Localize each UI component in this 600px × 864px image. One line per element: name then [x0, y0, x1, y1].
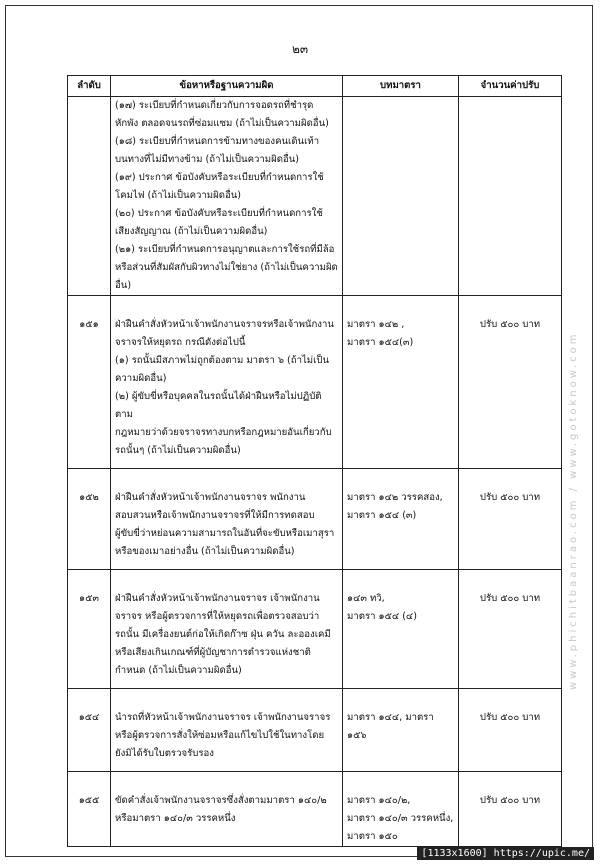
list-item: เสียงสัญญาณ (ถ้าไม่เป็นความผิดอื่น) — [115, 226, 268, 237]
cell-offense: นำรถที่หัวหน้าเจ้าพนักงานจราจร เจ้าพนักงานจราจร หรือผู้ตรวจการสั่งให้ซ่อมหรือแก้ไขไปใช้ในทางโดย ยังมิได้รับใบตรวจรับรอง — [111, 689, 343, 772]
cell-num — [68, 97, 111, 296]
header-offense: ข้อหาหรือฐานความผิด — [111, 76, 343, 97]
list-item: โคมไฟ (ถ้าไม่เป็นความผิดอื่น) — [115, 190, 242, 201]
cell-num: ๑๕๒ — [68, 469, 111, 570]
header-order: ลำดับ — [68, 76, 111, 97]
table-row — [68, 689, 562, 772]
cell-offense: ฝ่าฝืนคำสั่งหัวหน้าเจ้าพนักงานจราจรหรือเจ้าพนักงาน จราจรให้หยุดรถ กรณีดังต่อไปนี้ (๑) รถนั้นมีสภาพไม่ถูกต้องตาม มาตรา ๖ (ถ้าไม่เป็น ความผิดอื่น) (๒) ผู้ขับขี่หรือบุคคลในรถนั้นได้ฝ่าฝืนหรือไม่ปฏิบัติตาม กฎหมายว่าด้วยจราจรทางบกหรือกฎหมายอันเกี่ยวกับ รถนั้นๆ (ถ้าไม่เป็นความผิดอื่น) — [111, 296, 343, 469]
table-row — [68, 570, 562, 689]
list-item: บนทางที่ไม่มีทางข้าม (ถ้าไม่เป็นความผิดอื่น) — [115, 154, 300, 165]
cell-section: มาตรา ๑๔๒ วรรคสอง, มาตรา ๑๕๔ (๓) — [343, 469, 459, 570]
list-item: (๑๗) ระเบียบที่กำหนดเกี่ยวกับการจอดรถที่ชำรุด — [115, 100, 314, 111]
list-item: (๑๘) ระเบียบที่กำหนดการข้ามทางของคนเดินเท้า — [115, 136, 320, 147]
cell-offense — [111, 97, 343, 296]
list-item: อื่น) — [115, 280, 132, 291]
cell-fine: ปรับ ๕๐๐ บาท — [459, 296, 562, 469]
page-number: ๒๓ — [291, 42, 309, 56]
cell-num: ๑๕๑ — [68, 296, 111, 469]
cell-offense: ฝ่าฝืนคำสั่งหัวหน้าเจ้าพนักงานจราจร เจ้าพนักงาน จราจร หรือผู้ตรวจการที่ให้หยุดรถเพื่อตรวจสอบว่า รถนั้น มีเครื่องยนต์ก่อให้เกิดก๊าซ ฝุ่น ควัน ละอองเคมี หรือเสียงเกินเกณฑ์ที่ผู้บัญชาการตำรวจแห่งชาติ กำหนด (ถ้าไม่เป็นความผิดอื่น) — [111, 570, 343, 689]
continuation-list — [115, 97, 338, 295]
list-item: (๒๑) ระเบียบที่กำหนดการอนุญาตและการใช้รถที่มีล้อ — [115, 244, 335, 255]
cell-num: ๑๕๓ — [68, 570, 111, 689]
table-row — [68, 296, 562, 469]
cell-fine — [459, 97, 562, 296]
list-item: (๒๐) ประกาศ ข้อบังคับหรือระเบียบที่กำหนดการใช้ — [115, 208, 323, 219]
header-fine: จำนวนค่าปรับ — [459, 76, 562, 97]
list-item: หรือส่วนที่สัมผัสกับผิวทางไม่ใช่ยาง (ถ้าไม่เป็นความผิด — [115, 262, 338, 273]
cell-section: มาตรา ๑๔๐/๒, มาตรา ๑๔๐/๓ วรรคหนึ่ง, มาตรา ๑๕๐ — [343, 772, 459, 847]
cell-offense: ฝ่าฝืนคำสั่งหัวหน้าเจ้าพนักงานจราจร พนักงาน สอบสวนหรือเจ้าพนักงานจราจรที่ให้มีการทดสอบ ผู้ขับขี่ว่าหย่อนความสามารถในอันที่จะขับหรือเมาสุรา หรือของเมาอย่างอื่น (ถ้าไม่เป็นความผิดอื่น) — [111, 469, 343, 570]
table-row-continuation — [68, 97, 562, 296]
fines-table — [67, 75, 562, 847]
list-item: (๑๙) ประกาศ ข้อบังคับหรือระเบียบที่กำหนดการใช้ — [115, 172, 324, 183]
watermark-text: www.phichitbaanrao.com / www.gotoknow.com — [568, 331, 579, 690]
cell-fine: ปรับ ๕๐๐ บาท — [459, 469, 562, 570]
cell-offense: ขัดคำสั่งเจ้าพนักงานจราจรซึ่งสั่งตามมาตรา ๑๔๐/๒ หรือมาตรา ๑๔๐/๓ วรรคหนึ่ง — [111, 772, 343, 847]
list-item: หักพัง ตลอดจนรถที่ซ่อมแซม (ถ้าไม่เป็นความผิดอื่น) — [115, 118, 329, 129]
table-row — [68, 469, 562, 570]
header-section: บทมาตรา — [343, 76, 459, 97]
cell-num: ๑๕๕ — [68, 772, 111, 847]
cell-fine: ปรับ ๕๐๐ บาท — [459, 570, 562, 689]
cell-fine: ปรับ ๕๐๐ บาท — [459, 772, 562, 847]
cell-num: ๑๕๔ — [68, 689, 111, 772]
cell-section: มาตรา ๑๔๔, มาตรา ๑๕๖ — [343, 689, 459, 772]
cell-section: ๑๔๓ ทวิ, มาตรา ๑๕๔ (๔) — [343, 570, 459, 689]
table-row — [68, 772, 562, 847]
image-size-badge: [1133x1600] https://upic.me/ — [417, 847, 594, 860]
cell-section — [343, 97, 459, 296]
table-header-row — [68, 76, 562, 97]
cell-section: มาตรา ๑๔๒ , มาตรา ๑๕๔(๓) — [343, 296, 459, 469]
cell-fine: ปรับ ๕๐๐ บาท — [459, 689, 562, 772]
